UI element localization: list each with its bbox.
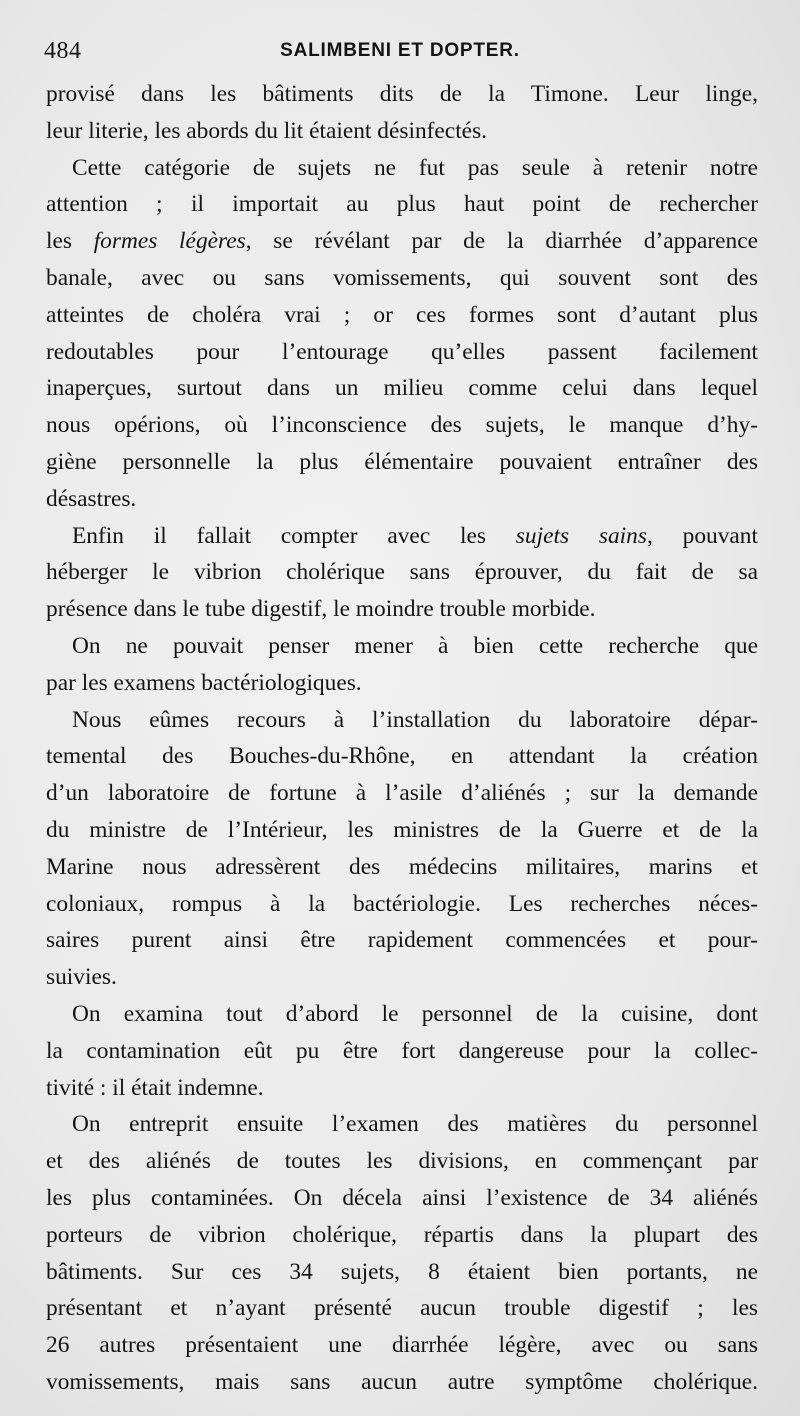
- running-head: SALIMBENI ET DOPTER.: [280, 40, 520, 61]
- text-line: [46, 812, 758, 849]
- text-line: [46, 1364, 758, 1401]
- text-line: [46, 554, 758, 591]
- text-line: [46, 1290, 758, 1327]
- text-segment: vomissements, mais sans aucun autre symptôme cholérique.: [46, 1368, 758, 1395]
- text-segment: présentant et n’ayant présenté aucun trouble digestif ; les: [46, 1295, 758, 1322]
- text-line: [46, 76, 758, 113]
- text-segment: 26 autres présentaient une diarrhée légère, avec ou sans: [46, 1332, 758, 1359]
- text-segment: tivité : il était indemne.: [46, 1074, 264, 1101]
- text-line: [46, 1106, 758, 1143]
- text-segment: nous opérions, où l’inconscience des sujets, le manque d’hy-: [46, 412, 758, 439]
- text-line: [46, 113, 758, 150]
- text-line: [46, 1327, 758, 1364]
- text-line: [46, 1217, 758, 1254]
- text-line: [46, 370, 758, 407]
- text-segment: On ne pouvait penser mener à bien cette recherche que: [72, 632, 758, 659]
- text-segment: coloniaux, rompus à la bactériologie. Les recherches néces-: [46, 890, 758, 917]
- text-segment: inaperçues, surtout dans un milieu comme celui dans lequel: [46, 375, 758, 402]
- text-line: [46, 1143, 758, 1180]
- text-segment: héberger le vibrion cholérique sans éprouver, du fait de sa: [46, 559, 758, 586]
- text-segment: Nous eûmes recours à l’installation du laboratoire dépar-: [72, 706, 758, 733]
- text-line: [46, 628, 758, 665]
- text-segment: saires purent ainsi être rapidement commencées et pour-: [46, 927, 758, 954]
- text-line: [46, 738, 758, 775]
- text-line: [46, 297, 758, 334]
- text-segment: , pouvant: [646, 522, 758, 549]
- text-segment: les: [46, 228, 94, 255]
- text-line: [46, 407, 758, 444]
- text-line: [46, 886, 758, 923]
- text-line: [46, 1254, 758, 1291]
- text-line: [46, 665, 758, 702]
- italic-text: formes légères: [93, 228, 246, 255]
- text-segment: porteurs de vibrion cholérique, répartis dans la plupart des: [46, 1221, 758, 1248]
- text-segment: provisé dans les bâtiments dits de la Timone. Leur linge,: [46, 81, 758, 107]
- text-line: [46, 922, 758, 959]
- text-line: [46, 260, 758, 297]
- text-segment: leur literie, les abords du lit étaient désinfectés.: [46, 117, 488, 144]
- text-segment: d’un laboratoire de fortune à l’asile d’aliénés ; sur la demande: [46, 780, 758, 807]
- text-segment: et des aliénés de toutes les divisions, en commençant par: [46, 1148, 758, 1175]
- text-line: [46, 775, 758, 812]
- text-segment: redoutables pour l’entourage qu’elles passent facilement: [46, 338, 758, 365]
- text-segment: On entreprit ensuite l’examen des matières du personnel: [72, 1111, 758, 1138]
- italic-text: sujets sains: [515, 522, 647, 549]
- text-line: [46, 702, 758, 739]
- text-segment: du ministre de l’Intérieur, les ministres de la Guerre et de la: [46, 816, 758, 843]
- text-segment: banale, avec ou sans vomissements, qui souvent sont des: [46, 264, 758, 291]
- text-segment: , se révélant par de la diarrhée d’apparence: [245, 228, 759, 255]
- text-line: [46, 518, 758, 555]
- text-line: [46, 996, 758, 1033]
- text-line: [46, 591, 758, 628]
- text-line: [46, 1180, 758, 1217]
- text-segment: On examina tout d’abord le personnel de la cuisine, dont: [72, 1000, 758, 1027]
- text-segment: temental des Bouches-du-Rhône, en attendant la création: [46, 743, 758, 770]
- text-line: [46, 150, 758, 187]
- text-line: [46, 959, 758, 996]
- text-line: [46, 444, 758, 481]
- text-segment: atteintes de choléra vrai ; or ces formes sont d’autant plus: [46, 301, 758, 328]
- text-segment: désastres.: [46, 485, 137, 512]
- text-line: [46, 223, 758, 260]
- body-text: [46, 76, 758, 1401]
- text-segment: attention ; il importait au plus haut point de rechercher: [46, 191, 758, 218]
- text-line: [46, 186, 758, 223]
- text-line: [46, 334, 758, 371]
- text-segment: la contamination eût pu être fort dangereuse pour la collec-: [46, 1037, 758, 1064]
- text-segment: bâtiments. Sur ces 34 sujets, 8 étaient bien portants, ne: [46, 1258, 758, 1285]
- page-header: [44, 34, 756, 68]
- page-number: 484: [44, 38, 82, 64]
- text-segment: Marine nous adressèrent des médecins militaires, marins et: [46, 853, 758, 880]
- text-segment: giène personnelle la plus élémentaire pouvaient entraîner des: [46, 448, 758, 475]
- text-segment: présence dans le tube digestif, le moindre trouble morbide.: [46, 596, 596, 623]
- text-line: [46, 1033, 758, 1070]
- text-segment: les plus contaminées. On décela ainsi l’existence de 34 aliénés: [46, 1184, 758, 1211]
- text-line: [46, 1070, 758, 1107]
- text-segment: Enfin il fallait compter avec les: [72, 522, 516, 549]
- text-line: [46, 849, 758, 886]
- text-segment: par les examens bactériologiques.: [46, 669, 362, 696]
- text-segment: suivies.: [46, 964, 117, 991]
- text-segment: Cette catégorie de sujets ne fut pas seule à retenir notre: [72, 154, 758, 181]
- text-line: [46, 481, 758, 518]
